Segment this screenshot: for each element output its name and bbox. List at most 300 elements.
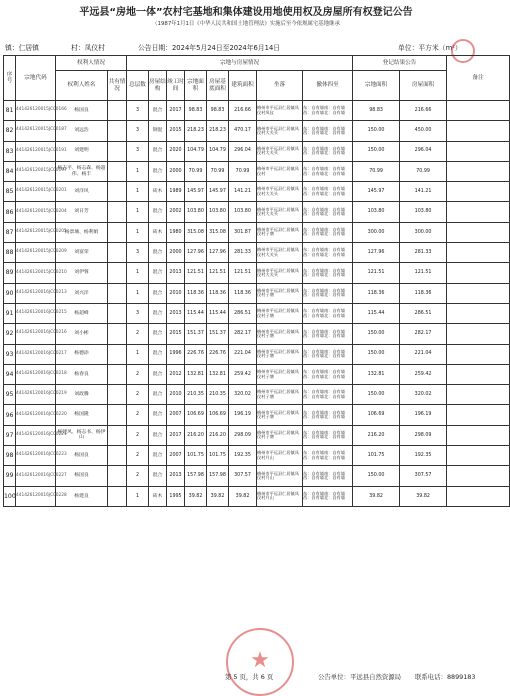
cell-structure: 混合 [149,161,167,181]
cell-structure: 混合 [149,466,167,486]
cell-reg-building-area: 320.02 [400,385,447,405]
cell-bounds: 东：自有墙南：自有墙西：自有墙北：自有墙 [303,121,353,141]
cell-reg-building-area: 103.80 [400,202,447,222]
table-row [4,263,510,283]
cell-base-area: 226.76 [207,344,229,364]
cell-reg-land-area: 150.00 [353,344,400,364]
cell-building-area: 296.04 [229,141,257,161]
cell-code: 441426120016JC00223 [16,446,56,466]
cell-location: 梅州市平远县仁居镇凤仪村子塘 [257,283,303,303]
cell-structure: 混合 [149,364,167,384]
cell-bounds: 东：自有墙南：自有墙西：自有墙北：自有墙 [303,446,353,466]
cell-reg-land-area: 101.75 [353,446,400,466]
table-row [4,486,510,506]
cell-bounds: 东：自有墙南：自有墙西：自有墙北：自有墙 [303,202,353,222]
cell-co-owner [108,222,127,242]
cell-building-area: 192.35 [229,446,257,466]
header-reg-land-area: 宗地面积 [353,71,400,101]
footer-signatory: 公告单位：平远县自然资源局 [318,673,402,681]
header-seq: 序号 [4,56,16,101]
cell-base-area: 115.44 [207,303,229,323]
cell-location: 梅州市平远县仁居镇凤仪村大关头 [257,141,303,161]
table-row [4,101,510,121]
cell-structure: 混合 [149,446,167,466]
cell-structure: 混合 [149,303,167,323]
header-owner-name: 权利人姓名 [56,71,108,101]
cell-land-area: 210.35 [185,385,207,405]
cell-reg-land-area: 121.51 [353,263,400,283]
cell-year: 2017 [167,425,185,445]
cell-structure: 砖木 [149,182,167,202]
cell-co-owner [108,202,127,222]
cell-seq: 85 [4,182,16,202]
cell-co-owner [108,385,127,405]
cell-reg-land-area: 127.96 [353,243,400,263]
table-row [4,446,510,466]
cell-year: 2010 [167,385,185,405]
cell-structure: 混合 [149,405,167,425]
cell-year: 2013 [167,303,185,323]
cell-reg-land-area: 150.00 [353,324,400,344]
cell-year: 2007 [167,446,185,466]
cell-seq: 92 [4,324,16,344]
cell-floors: 2 [127,385,149,405]
table-row [4,182,510,202]
cell-year: 2013 [167,466,185,486]
cell-co-owner [108,121,127,141]
cell-reg-land-area: 300.00 [353,222,400,242]
cell-reg-building-area: 307.57 [400,466,447,486]
cell-land-area: 39.82 [185,486,207,506]
cell-code: 441426120016JC00220 [16,405,56,425]
cell-floors: 1 [127,283,149,303]
cell-location: 梅州市平远县仁居镇凤仪村子塘 [257,364,303,384]
header-structure: 房屋结构 [149,71,167,101]
cell-remark [447,486,510,506]
cell-year: 2000 [167,161,185,181]
cell-location: 梅州市平远县仁居镇凤仪村月山 [257,486,303,506]
cell-base-area: 106.69 [207,405,229,425]
cell-building-area: 196.19 [229,405,257,425]
cell-base-area: 39.82 [207,486,229,506]
cell-reg-building-area: 221.04 [400,344,447,364]
cell-land-area: 98.83 [185,101,207,121]
header-land-group: 宗地与房屋情况 [127,56,353,71]
cell-code: 441426120015JC00205 [16,222,56,242]
cell-year: 2010 [167,283,185,303]
cell-bounds: 东：自有墙南：自有墙西：自有墙北：自有墙 [303,243,353,263]
cell-structure: 混合 [149,243,167,263]
cell-base-area: 101.75 [207,446,229,466]
cell-location: 梅州市平远县仁居镇凤仪村子塘 [257,324,303,344]
meta-village: 村：凤仪村 [71,44,105,52]
cell-floors: 1 [127,182,149,202]
cell-base-area: 118.36 [207,283,229,303]
cell-land-area: 103.80 [185,202,207,222]
cell-code: 441426120016JC00213 [16,283,56,303]
cell-location: 梅州市平远县仁居镇凤仪村月山 [257,446,303,466]
cell-reg-building-area: 70.99 [400,161,447,181]
cell-building-area: 286.51 [229,303,257,323]
cell-remark [447,283,510,303]
cell-reg-land-area: 39.82 [353,486,400,506]
cell-owner-name: 刘远浩 [56,121,108,141]
cell-co-owner [108,141,127,161]
cell-building-area: 39.82 [229,486,257,506]
meta-period: 公告日期：2024年5月24日至2024年6月14日 [138,44,281,52]
cell-year: 1995 [167,486,185,506]
cell-bounds: 东：自有墙南：自有墙西：自有墙北：自有墙 [303,344,353,364]
cell-code: 441426120016JC00217 [16,344,56,364]
cell-building-area: 216.66 [229,101,257,121]
cell-location: 梅州市平远县仁居镇凤仪村月山 [257,466,303,486]
cell-code: 441426120015JC00166 [16,101,56,121]
cell-reg-land-area: 70.99 [353,161,400,181]
cell-structure: 混合 [149,425,167,445]
cell-base-area: 121.51 [207,263,229,283]
cell-reg-building-area: 281.33 [400,243,447,263]
cell-land-area: 118.36 [185,283,207,303]
cell-year: 2012 [167,364,185,384]
cell-land-area: 218.23 [185,121,207,141]
header-co-owner: 共有情况 [108,71,127,101]
header-code: 宗地代码 [16,56,56,101]
cell-floors: 3 [127,141,149,161]
cell-co-owner [108,344,127,364]
cell-owner-name: 刘政腾 [56,385,108,405]
cell-co-owner [108,263,127,283]
cell-building-area: 118.36 [229,283,257,303]
cell-seq: 87 [4,222,16,242]
cell-reg-building-area: 39.82 [400,486,447,506]
cell-co-owner [108,283,127,303]
cell-seq: 99 [4,466,16,486]
cell-bounds: 东：自有墙南：自有墙西：自有墙北：自有墙 [303,405,353,425]
stamp-seal-bottom [226,628,294,696]
cell-land-area: 315.08 [185,222,207,242]
cell-reg-land-area: 118.36 [353,283,400,303]
cell-bounds: 东：自有墙南：自有墙西：自有墙北：自有墙 [303,263,353,283]
cell-remark [447,202,510,222]
header-reg-group: 登记结果公告 [353,56,447,71]
cell-bounds: 东：自有墙南：自有墙西：自有墙北：自有墙 [303,101,353,121]
cell-bounds: 东：自有墙南：自有墙西：自有墙北：自有墙 [303,425,353,445]
cell-owner-name: 刘伊蓉 [56,263,108,283]
footer-phone: 联系电话：8899183 [415,673,476,681]
cell-structure: 混合 [149,141,167,161]
cell-year: 2020 [167,141,185,161]
cell-seq: 86 [4,202,16,222]
cell-location: 梅州市平远县仁居镇凤仪村大关头 [257,182,303,202]
cell-reg-land-area: 98.83 [353,101,400,121]
cell-remark [447,101,510,121]
cell-land-area: 132.81 [185,364,207,384]
cell-floors: 3 [127,101,149,121]
cell-seq: 90 [4,283,16,303]
cell-bounds: 东：自有墙南：自有墙西：自有墙北：自有墙 [303,182,353,202]
header-year: 竣工时间 [167,71,185,101]
cell-reg-building-area: 296.04 [400,141,447,161]
cell-land-area: 106.69 [185,405,207,425]
cell-floors: 2 [127,405,149,425]
cell-bounds: 东：自有墙南：自有墙西：自有墙北：自有墙 [303,141,353,161]
cell-seq: 81 [4,101,16,121]
cell-bounds: 东：自有墙南：自有墙西：自有墙北：自有墙 [303,364,353,384]
cell-structure: 砖木 [149,222,167,242]
header-owner-group: 权利人情况 [56,56,127,71]
cell-reg-land-area: 115.44 [353,303,400,323]
cell-reg-building-area: 286.51 [400,303,447,323]
cell-owner-name: 刘富荣 [56,243,108,263]
table-row [4,344,510,364]
table-row [4,161,510,181]
cell-land-area: 104.79 [185,141,207,161]
cell-year: 2017 [167,101,185,121]
cell-floors: 2 [127,324,149,344]
cell-remark [447,303,510,323]
cell-base-area: 218.23 [207,121,229,141]
cell-year: 2007 [167,405,185,425]
cell-building-area: 301.87 [229,222,257,242]
page-subtitle: （1987年1月1日《中华人民共和国土地管理法》实施后至今依规属宅基地继承 [152,21,340,27]
cell-owner-name: 杨建风、杨志书、杨伊山 [56,425,108,445]
table-row [4,385,510,405]
cell-co-owner [108,161,127,181]
header-remark: 备注 [447,56,510,101]
cell-code: 441426120016JC00228 [16,486,56,506]
cell-reg-building-area: 196.19 [400,405,447,425]
cell-bounds: 东：自有墙南：自有墙西：自有墙北：自有墙 [303,486,353,506]
cell-location: 梅州市平远县仁居镇凤仪村大关头 [257,121,303,141]
cell-building-area: 141.21 [229,182,257,202]
cell-seq: 96 [4,405,16,425]
cell-location: 梅州市平远县仁居镇凤仪村大关头 [257,243,303,263]
cell-land-area: 101.75 [185,446,207,466]
cell-building-area: 320.02 [229,385,257,405]
table-row [4,324,510,344]
cell-location: 梅州市平远县仁居镇凤仪村子塘 [257,425,303,445]
cell-floors: 1 [127,222,149,242]
table-row [4,303,510,323]
cell-reg-building-area: 298.09 [400,425,447,445]
cell-year: 1989 [167,182,185,202]
cell-owner-name: 杨国良 [56,446,108,466]
cell-base-area: 70.99 [207,161,229,181]
cell-owner-name: 杨景城、杨利娟 [56,222,108,242]
cell-seq: 98 [4,446,16,466]
cell-bounds: 东：自有墙南：自有墙西：自有墙北：自有墙 [303,161,353,181]
cell-remark [447,324,510,344]
header-location: 坐落 [257,71,303,101]
cell-land-area: 145.97 [185,182,207,202]
cell-remark [447,466,510,486]
cell-co-owner [108,182,127,202]
cell-year: 2015 [167,121,185,141]
cell-floors: 1 [127,344,149,364]
cell-year: 2000 [167,243,185,263]
cell-reg-land-area: 150.00 [353,385,400,405]
cell-reg-building-area: 300.00 [400,222,447,242]
table-row [4,121,510,141]
cell-code: 441426120015JC00209 [16,243,56,263]
cell-year: 2002 [167,202,185,222]
cell-location: 梅州市平远县仁居镇凤仪村大关头 [257,202,303,222]
cell-structure: 混合 [149,385,167,405]
cell-building-area: 298.09 [229,425,257,445]
cell-code: 441426120016JC00218 [16,364,56,384]
cell-building-area: 281.33 [229,243,257,263]
cell-owner-name: 杨德添 [56,344,108,364]
cell-structure: 混合 [149,101,167,121]
meta-unit: 单位：平方米（m²） [398,44,462,52]
cell-structure: 混合 [149,324,167,344]
cell-floors: 2 [127,466,149,486]
cell-remark [447,446,510,466]
cell-floors: 1 [127,263,149,283]
cell-owner-name: 杨超峰 [56,303,108,323]
cell-land-area: 70.99 [185,161,207,181]
cell-land-area: 121.51 [185,263,207,283]
cell-year: 2015 [167,324,185,344]
cell-building-area: 470.17 [229,121,257,141]
cell-code: 441426120015JC00201 [16,182,56,202]
cell-building-area: 259.42 [229,364,257,384]
table-row [4,202,510,222]
cell-seq: 91 [4,303,16,323]
cell-code: 441426120015JC00191 [16,141,56,161]
cell-co-owner [108,486,127,506]
cell-seq: 95 [4,385,16,405]
cell-base-area: 157.98 [207,466,229,486]
cell-seq: 83 [4,141,16,161]
cell-bounds: 东：自有墙南：自有墙西：自有墙北：自有墙 [303,385,353,405]
cell-structure: 混合 [149,344,167,364]
cell-seq: 89 [4,263,16,283]
cell-remark [447,405,510,425]
table-row [4,283,510,303]
cell-owner-name: 刘日芳 [56,202,108,222]
header-reg-building-area: 房屋面积 [400,71,447,101]
cell-floors: 3 [127,243,149,263]
cell-remark [447,182,510,202]
header-base-area: 房屋基底面积 [207,71,229,101]
cell-building-area: 103.80 [229,202,257,222]
cell-reg-land-area: 103.80 [353,202,400,222]
cell-floors: 1 [127,161,149,181]
cell-bounds: 东：自有墙南：自有墙西：自有墙北：自有墙 [303,283,353,303]
cell-base-area: 216.20 [207,425,229,445]
cell-reg-building-area: 450.00 [400,121,447,141]
cell-reg-land-area: 145.97 [353,182,400,202]
cell-bounds: 东：自有墙南：自有墙西：自有墙北：自有墙 [303,324,353,344]
cell-code: 441426120016JC00216 [16,324,56,344]
cell-floors: 1 [127,202,149,222]
cell-co-owner [108,405,127,425]
cell-reg-land-area: 106.69 [353,405,400,425]
cell-land-area: 157.98 [185,466,207,486]
cell-owner-name: 刘小彬 [56,324,108,344]
cell-code: 441426120015JC00197 [16,161,56,181]
cell-base-area: 132.81 [207,364,229,384]
cell-bounds: 东：自有墙南：自有墙西：自有墙北：自有墙 [303,466,353,486]
header-bounds: 撤体四至 [303,71,353,101]
register-table [3,55,510,507]
cell-location: 梅州市平远县仁居镇凤仪村大关头 [257,263,303,283]
cell-seq: 94 [4,364,16,384]
cell-seq: 82 [4,121,16,141]
cell-structure: 混合 [149,263,167,283]
cell-seq: 88 [4,243,16,263]
cell-reg-building-area: 282.17 [400,324,447,344]
cell-owner-name: 杨国隆 [56,405,108,425]
table-body [4,101,510,507]
cell-structure: 混合 [149,283,167,303]
cell-base-area: 103.80 [207,202,229,222]
cell-year: 2013 [167,263,185,283]
cell-building-area: 221.04 [229,344,257,364]
cell-building-area: 121.51 [229,263,257,283]
page-title: 平远县“房地一体”农村宅基地和集体建设用地使用权及房屋所有权登记公告 [79,7,413,18]
cell-owner-name: 杨建良 [56,486,108,506]
cell-base-area: 210.35 [207,385,229,405]
table-row [4,141,510,161]
page-number: 第 5 页，共 6 页 [225,673,274,681]
cell-reg-building-area: 141.21 [400,182,447,202]
cell-remark [447,425,510,445]
cell-reg-land-area: 132.81 [353,364,400,384]
cell-land-area: 127.96 [185,243,207,263]
cell-owner-name: 杨国良 [56,466,108,486]
cell-co-owner [108,364,127,384]
cell-base-area: 98.83 [207,101,229,121]
cell-owner-name: 刘洋风 [56,182,108,202]
cell-location: 梅州市平远县仁居镇凤仪村子塘 [257,344,303,364]
cell-co-owner [108,101,127,121]
cell-location: 梅州市平远县仁居镇凤仪村子塘 [257,303,303,323]
cell-bounds: 东：自有墙南：自有墙西：自有墙北：自有墙 [303,303,353,323]
cell-location: 梅州市平远县仁居镇凤仪村 [257,161,303,181]
cell-reg-building-area: 118.36 [400,283,447,303]
cell-land-area: 226.76 [185,344,207,364]
cell-co-owner [108,446,127,466]
cell-reg-building-area: 216.66 [400,101,447,121]
cell-remark [447,222,510,242]
cell-code: 441426120015JC00187 [16,121,56,141]
cell-location: 梅州市平远县仁居镇凤仪村凤仪 [257,101,303,121]
cell-reg-land-area: 150.00 [353,466,400,486]
cell-owner-name: 杨春良 [56,364,108,384]
cell-seq: 93 [4,344,16,364]
cell-floors: 3 [127,303,149,323]
cell-owner-name: 杨国良 [56,101,108,121]
cell-remark [447,141,510,161]
cell-remark [447,364,510,384]
cell-code: 441426120016JC00227 [16,466,56,486]
cell-co-owner [108,324,127,344]
cell-location: 梅州市平远县仁居镇凤仪村子塘 [257,385,303,405]
cell-building-area: 282.17 [229,324,257,344]
cell-reg-building-area: 192.35 [400,446,447,466]
cell-owner-name: 杨志平、杨志森、杨超伟、杨丰 [56,161,108,181]
cell-year: 1980 [167,222,185,242]
cell-owner-name: 刘建明 [56,141,108,161]
cell-code: 441426120016JC00221 [16,425,56,445]
cell-floors: 2 [127,364,149,384]
cell-floors: 1 [127,486,149,506]
table-row [4,222,510,242]
header-total-floors: 总层数 [127,71,149,101]
cell-code: 441426120015JC00210 [16,263,56,283]
